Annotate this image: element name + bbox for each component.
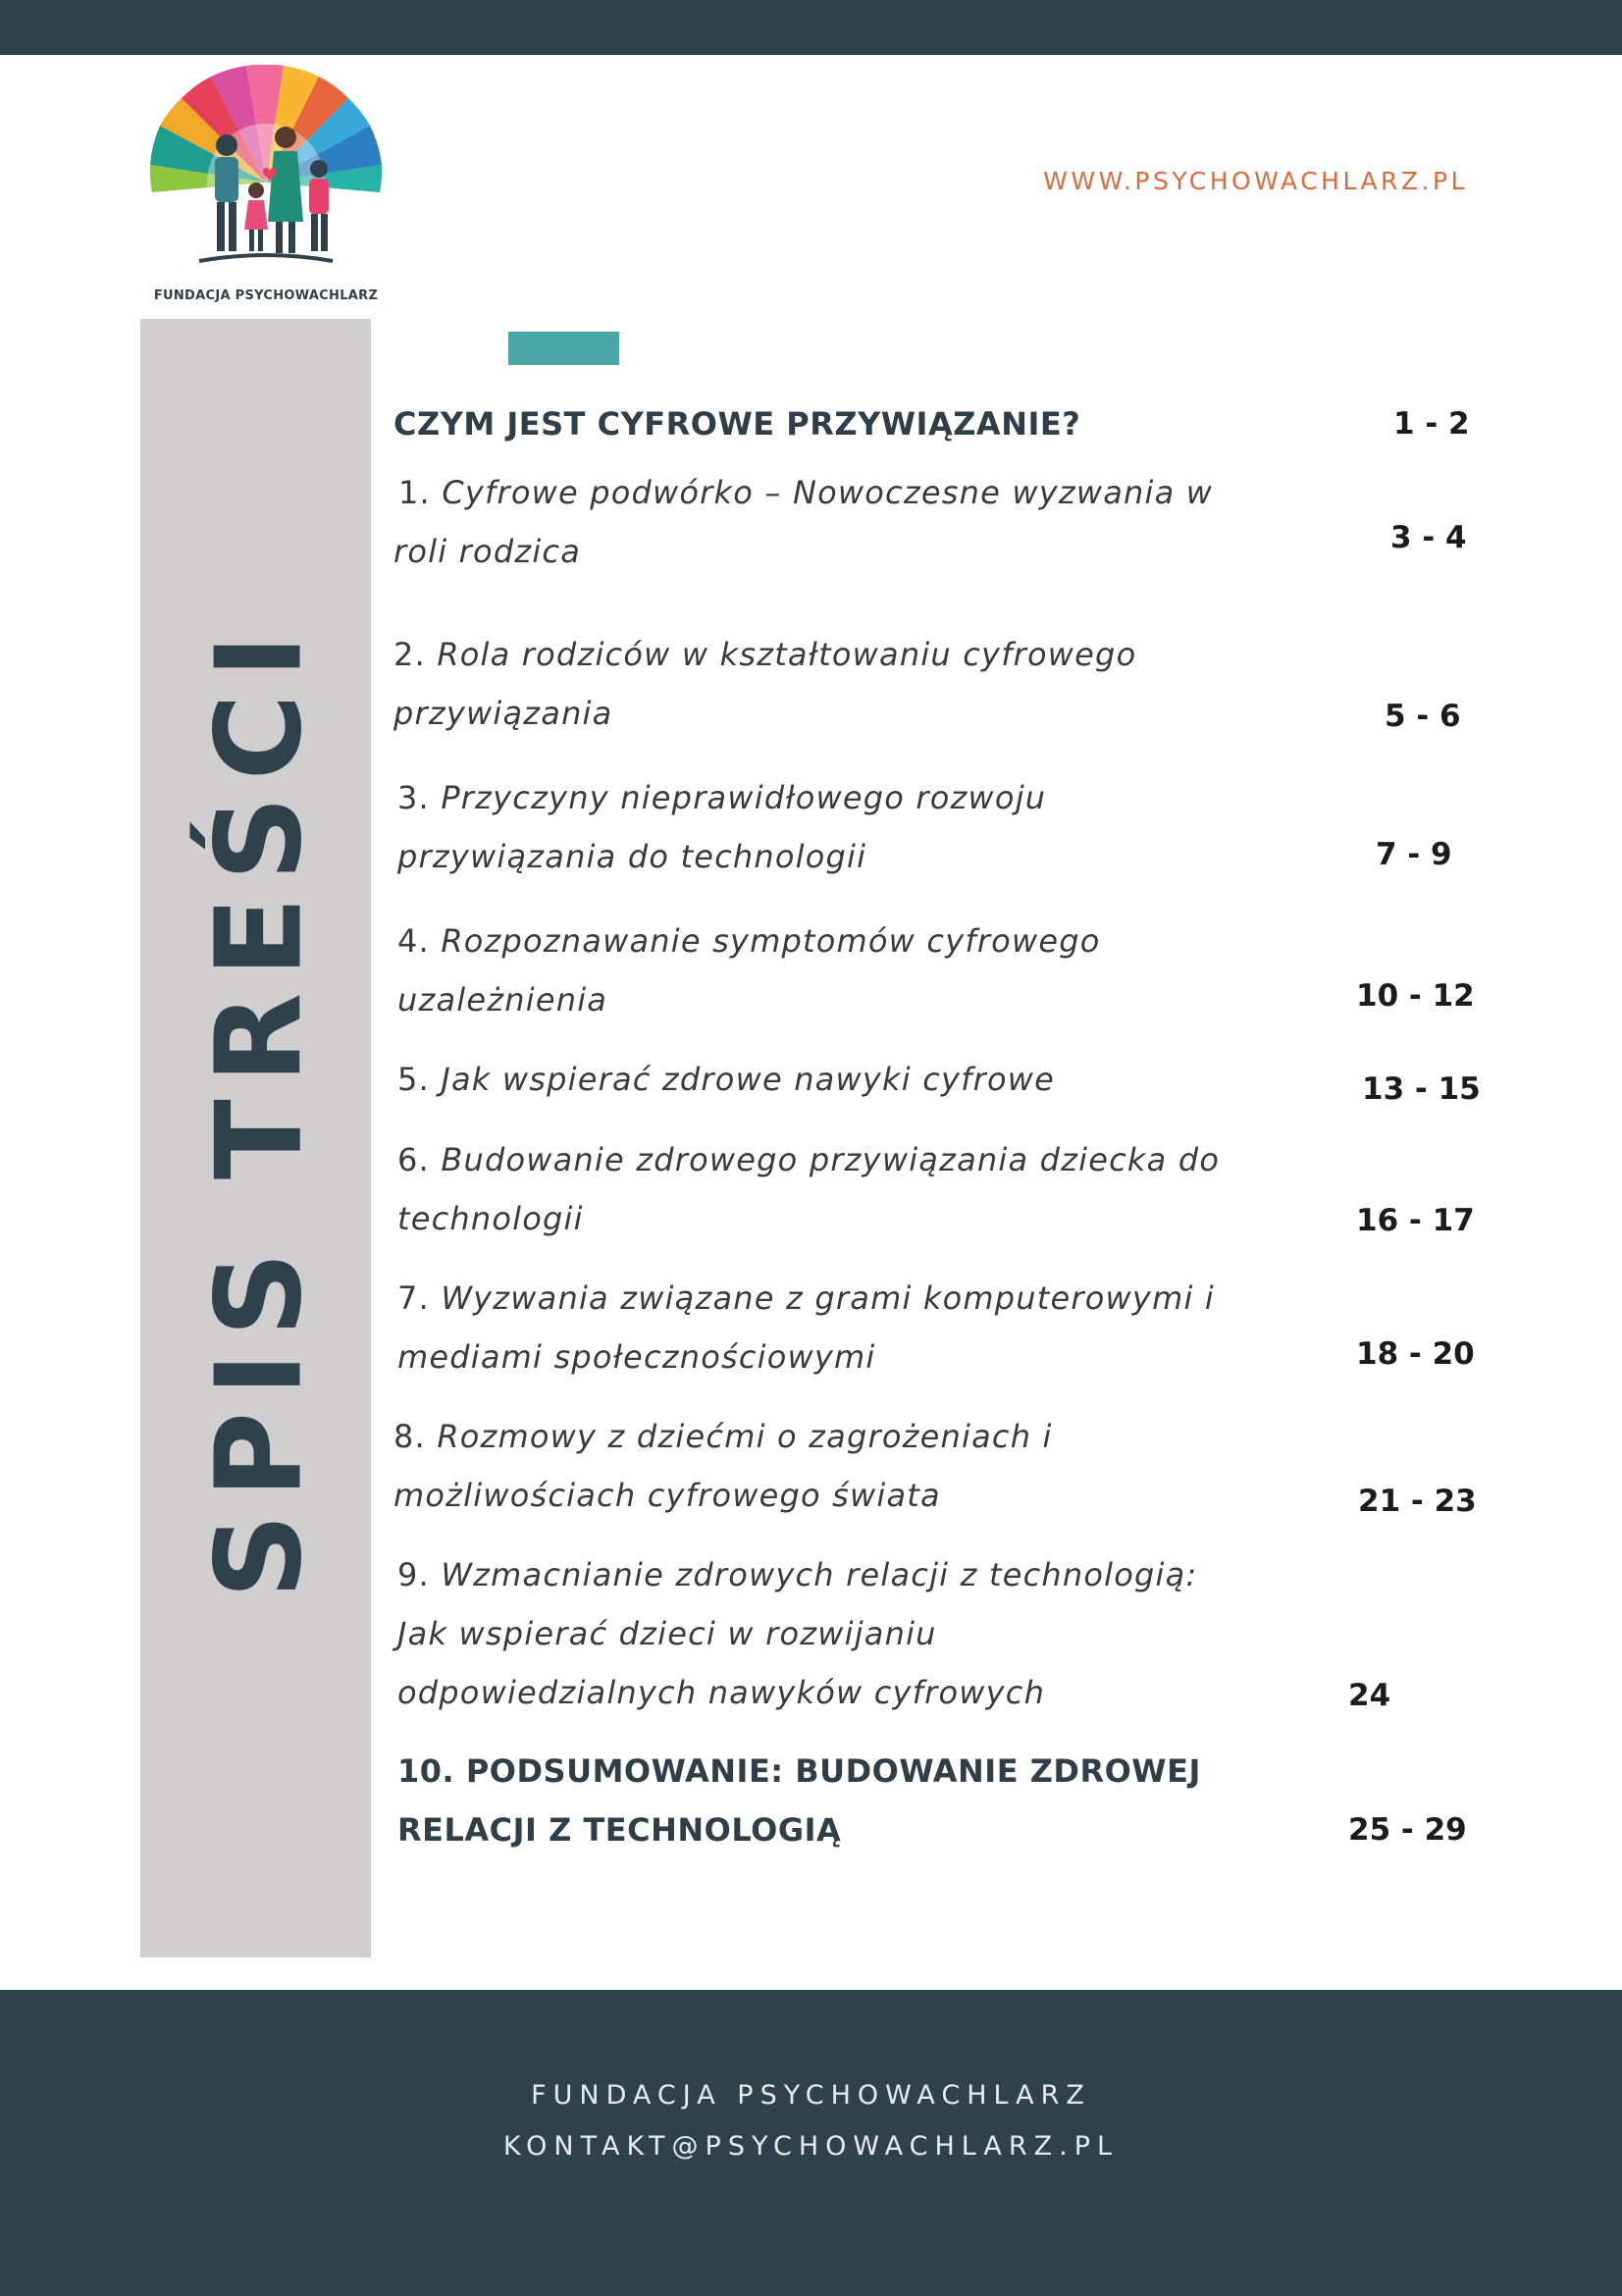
website-link[interactable]: WWW.PSYCHOWACHLARZ.PL xyxy=(1043,167,1468,195)
toc-item-3-pages: 7 - 9 xyxy=(1376,837,1452,872)
toc-item-1-line-1[interactable] xyxy=(398,463,1213,522)
toc-item-6-pages: 16 - 17 xyxy=(1356,1203,1475,1238)
toc-item-4-text: Rozpoznawanie symptomów cyfrowego xyxy=(441,922,1101,960)
toc-item-4-line-1[interactable] xyxy=(397,912,1101,970)
toc-item-5-number: 5. xyxy=(397,1061,430,1098)
toc-item-2-line-1[interactable] xyxy=(393,625,1136,684)
toc-item-4-number: 4. xyxy=(397,922,430,960)
toc-item-4-pages: 10 - 12 xyxy=(1356,978,1475,1014)
toc-item-10-line-1[interactable] xyxy=(397,1742,1201,1800)
toc-intro-pages: 1 - 2 xyxy=(1393,406,1470,442)
toc-item-8-line-2[interactable]: możliwościach cyfrowego świata xyxy=(393,1477,941,1514)
logo-text: FUNDACJA PSYCHOWACHLARZ xyxy=(153,288,379,303)
toc-item-7-line-2[interactable]: mediami społecznościowymi xyxy=(397,1338,876,1376)
toc-item-5-pages: 13 - 15 xyxy=(1362,1071,1481,1107)
toc-item-8-number: 8. xyxy=(393,1418,426,1455)
toc-item-9-line-1[interactable] xyxy=(397,1545,1197,1604)
toc-item-8-line-1[interactable] xyxy=(393,1407,1053,1466)
toc-item-1-number: 1. xyxy=(398,474,431,511)
toc-item-10-number: 10. xyxy=(397,1752,455,1790)
toc-item-6-line-2[interactable]: technologii xyxy=(397,1200,584,1237)
toc-item-3-line-1[interactable] xyxy=(397,768,1046,827)
toc-item-10-line-2[interactable]: RELACJI Z TECHNOLOGIĄ xyxy=(397,1811,842,1849)
toc-item-3-line-2[interactable]: przywiązania do technologii xyxy=(397,838,867,875)
toc-item-7-pages: 18 - 20 xyxy=(1356,1336,1475,1372)
toc-item-9-line-2[interactable]: Jak wspierać dzieci w rozwijaniu xyxy=(397,1615,937,1652)
toc-item-8-text: Rozmowy z dziećmi o zagrożeniach i xyxy=(437,1418,1053,1455)
toc-item-6-text: Budowanie zdrowego przywiązania dziecka do xyxy=(441,1141,1221,1178)
toc-item-9-pages: 24 xyxy=(1348,1678,1391,1713)
toc-item-2-pages: 5 - 6 xyxy=(1385,699,1461,734)
toc-item-2-text: Rola rodziców w kształtowaniu cyfrowego xyxy=(437,636,1137,673)
toc-item-1-pages: 3 - 4 xyxy=(1390,520,1467,555)
toc-item-2-number: 2. xyxy=(393,636,426,673)
footer-organization: FUNDACJA PSYCHOWACHLARZ xyxy=(531,2080,1091,2111)
toc-item-4-line-2[interactable]: uzależnienia xyxy=(397,981,608,1018)
toc-item-9-line-3[interactable]: odpowiedzialnych nawyków cyfrowych xyxy=(397,1674,1046,1711)
toc-item-2-line-2[interactable]: przywiązania xyxy=(393,695,613,732)
toc-item-3-text: Przyczyny nieprawidłowego rozwoju xyxy=(441,779,1047,816)
toc-item-6-line-1[interactable] xyxy=(397,1130,1220,1189)
toc-item-1-line-2[interactable]: roli rodzica xyxy=(393,533,582,570)
toc-item-7-line-1[interactable] xyxy=(397,1269,1215,1328)
toc-item-3-number: 3. xyxy=(397,779,430,816)
footer-email-link[interactable]: KONTAKT@PSYCHOWACHLARZ.PL xyxy=(502,2131,1120,2162)
toc-item-9-number: 9. xyxy=(397,1556,430,1593)
footer xyxy=(0,1990,1622,2296)
toc-item-1-text: Cyfrowe podwórko – Nowoczesne wyzwania w xyxy=(442,474,1214,511)
toc-item-9-text: Wzmacnianie zdrowych relacji z technologią: xyxy=(441,1556,1198,1593)
toc-intro-title[interactable]: CZYM JEST CYFROWE PRZYWIĄZANIE? xyxy=(393,405,1081,443)
toc-item-5-line-1[interactable] xyxy=(397,1050,1055,1109)
toc-item-7-text: Wyzwania związane z grami komputerowymi i xyxy=(441,1279,1215,1317)
toc-item-8-pages: 21 - 23 xyxy=(1358,1484,1477,1519)
toc-item-10-pages: 25 - 29 xyxy=(1348,1812,1467,1848)
toc-item-5-text: Jak wspierać zdrowe nawyki cyfrowe xyxy=(441,1061,1055,1098)
toc-item-10-text: PODSUMOWANIE: BUDOWANIE ZDROWEJ xyxy=(465,1752,1201,1790)
toc-item-7-number: 7. xyxy=(397,1279,430,1317)
toc-item-6-number: 6. xyxy=(397,1141,430,1178)
sidebar-title: SPIS TREŚCI xyxy=(191,618,329,1599)
